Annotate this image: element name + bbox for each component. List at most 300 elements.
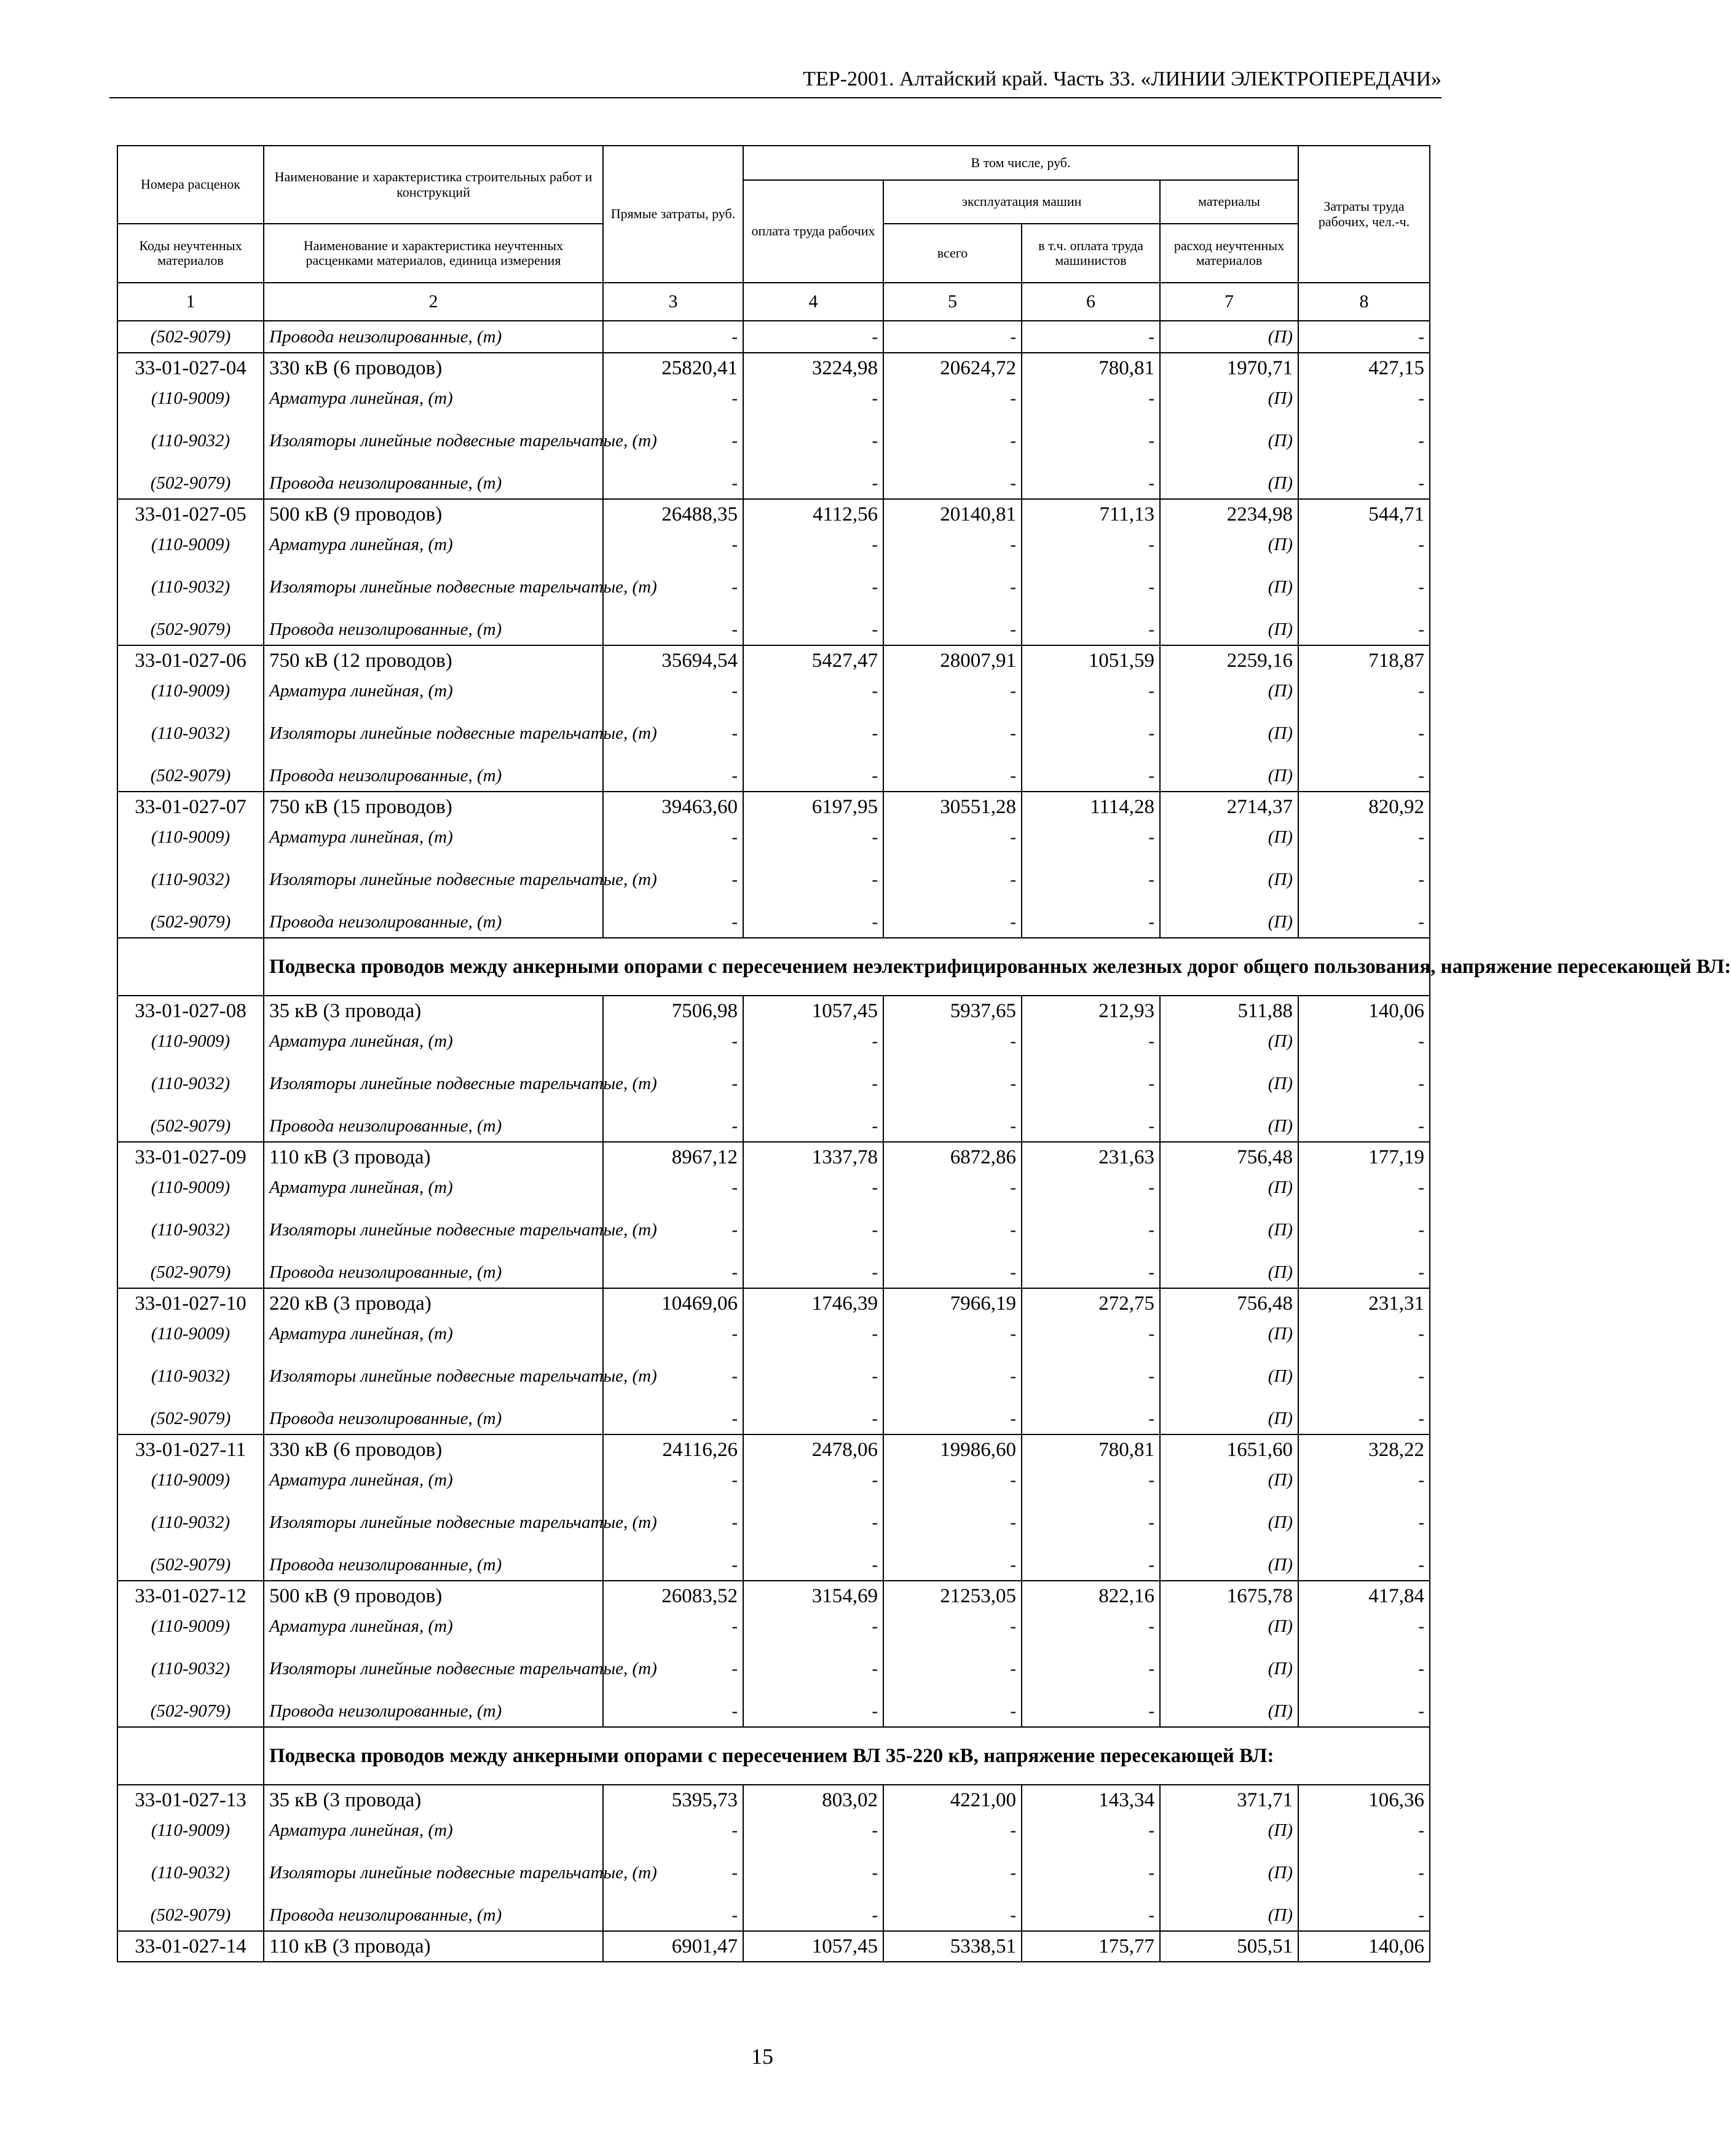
machinist-pay: 212,93: [1022, 996, 1160, 1026]
empty-value: -: [603, 383, 743, 414]
material-mark: (П): [1160, 321, 1298, 353]
empty-value: -: [1298, 1349, 1430, 1403]
unaccounted-materials: 1675,78: [1160, 1581, 1298, 1611]
empty-value: -: [1022, 1056, 1160, 1111]
direct-costs: 26083,52: [603, 1581, 743, 1611]
material-code: (110-9009): [117, 1465, 264, 1495]
empty-value: -: [603, 706, 743, 760]
empty-value: -: [883, 1257, 1022, 1288]
empty-value: -: [883, 1815, 1022, 1846]
material-code: (502-9079): [117, 1900, 264, 1931]
material-code: (110-9009): [117, 383, 264, 414]
empty-value: -: [1298, 852, 1430, 907]
empty-value: -: [743, 1642, 883, 1696]
empty-value: -: [1298, 560, 1430, 614]
material-code: (502-9079): [117, 614, 264, 645]
empty-value: -: [1022, 414, 1160, 468]
rate-row: [117, 1288, 1430, 1318]
empty-value: -: [743, 1026, 883, 1056]
machinist-pay: 143,34: [1022, 1785, 1160, 1815]
material-code: (110-9032): [117, 1349, 264, 1403]
material-code: (110-9032): [117, 852, 264, 907]
empty-value: -: [603, 468, 743, 499]
empty-value: -: [743, 1611, 883, 1642]
material-name: Арматура линейная, (т): [264, 383, 603, 414]
empty-value: -: [743, 1349, 883, 1403]
empty-value: -: [603, 760, 743, 792]
direct-costs: 5395,73: [603, 1785, 743, 1815]
empty-value: -: [883, 1611, 1022, 1642]
material-name: Арматура линейная, (т): [264, 822, 603, 852]
empty-value: -: [883, 1318, 1022, 1349]
labor-hours: 718,87: [1298, 645, 1430, 675]
page-number: 15: [751, 2044, 773, 2069]
section-title: Подвеска проводов между анкерными опорами с пересечением неэлектрифицированных железных дорог общего пользования, напряжение пересекающей ВЛ:: [264, 938, 1298, 996]
unaccounted-materials: 1970,71: [1160, 353, 1298, 383]
material-row: [117, 1403, 1430, 1434]
labor-pay: 3224,98: [743, 353, 883, 383]
material-name: Провода неизолированные, (т): [264, 614, 603, 645]
empty-value: -: [603, 1056, 743, 1111]
material-code: (110-9032): [117, 414, 264, 468]
material-mark: (П): [1160, 1495, 1298, 1549]
labor-pay: 1057,45: [743, 1931, 883, 1962]
direct-costs: 10469,06: [603, 1288, 743, 1318]
header-in-total: В том числе, руб.: [743, 146, 1298, 180]
empty-value: -: [1022, 1172, 1160, 1203]
rate-row: [117, 499, 1430, 529]
unaccounted-materials: 371,71: [1160, 1785, 1298, 1815]
empty-value: -: [603, 1495, 743, 1549]
material-name: Провода неизолированные, (т): [264, 1257, 603, 1288]
empty-value: -: [603, 1257, 743, 1288]
rate-code: 33-01-027-07: [117, 792, 264, 822]
unaccounted-materials: 1651,60: [1160, 1434, 1298, 1465]
empty-value: -: [1298, 1611, 1430, 1642]
material-mark: (П): [1160, 1111, 1298, 1142]
empty-value: -: [1022, 1257, 1160, 1288]
material-row: [117, 1203, 1430, 1257]
empty-value: -: [1022, 560, 1160, 614]
machines-total: 5338,51: [883, 1931, 1022, 1962]
empty-value: -: [1298, 1403, 1430, 1434]
empty-value: -: [603, 414, 743, 468]
rate-name: 220 кВ (3 провода): [264, 1288, 603, 1318]
empty-value: -: [603, 822, 743, 852]
rate-row: [117, 996, 1430, 1026]
material-name: Изоляторы линейные подвесные тарельчатые, (т): [264, 852, 603, 907]
empty-value: -: [1298, 1815, 1430, 1846]
labor-hours: 140,06: [1298, 1931, 1430, 1962]
table-body: [117, 146, 1731, 1962]
empty-value: -: [1022, 1111, 1160, 1142]
empty-value: -: [883, 414, 1022, 468]
material-code: (502-9079): [117, 1111, 264, 1142]
material-row: [117, 1318, 1430, 1349]
material-name: Провода неизолированные, (т): [264, 907, 603, 938]
empty-value: -: [1298, 468, 1430, 499]
material-name: Арматура линейная, (т): [264, 1026, 603, 1056]
empty-value: -: [1022, 1203, 1160, 1257]
machines-total: 5937,65: [883, 996, 1022, 1026]
direct-costs: 24116,26: [603, 1434, 743, 1465]
material-row: [117, 560, 1430, 614]
empty-value: -: [883, 822, 1022, 852]
material-mark: (П): [1160, 1257, 1298, 1288]
material-row: [117, 321, 1430, 353]
empty-value: -: [743, 1172, 883, 1203]
empty-value: -: [743, 1549, 883, 1581]
rate-row: [117, 792, 1430, 822]
header-unaccounted-materials: расход неучтенных материалов: [1160, 224, 1298, 283]
material-row: [117, 614, 1430, 645]
empty-value: -: [883, 760, 1022, 792]
labor-pay: 6197,95: [743, 792, 883, 822]
header-work-name: Наименование и характеристика строительных работ и конструкций: [264, 146, 603, 224]
header-rate-numbers: Номера расценок: [117, 146, 264, 224]
direct-costs: 25820,41: [603, 353, 743, 383]
empty-value: -: [883, 675, 1022, 706]
rate-code: 33-01-027-06: [117, 645, 264, 675]
empty-value: -: [743, 1696, 883, 1727]
empty-value: -: [883, 321, 1022, 353]
empty-value: -: [1298, 907, 1430, 938]
direct-costs: 39463,60: [603, 792, 743, 822]
material-code: (110-9009): [117, 1172, 264, 1203]
empty-value: -: [1022, 852, 1160, 907]
material-mark: (П): [1160, 1026, 1298, 1056]
empty-value: -: [603, 1172, 743, 1203]
material-code: (502-9079): [117, 321, 264, 353]
column-number: 7: [1160, 283, 1298, 321]
rate-row: [117, 1142, 1430, 1172]
rate-row: [117, 353, 1430, 383]
empty-value: -: [743, 907, 883, 938]
labor-hours: 177,19: [1298, 1142, 1430, 1172]
labor-hours: 427,15: [1298, 353, 1430, 383]
empty-value: -: [1298, 822, 1430, 852]
material-row: [117, 907, 1430, 938]
machines-total: 4221,00: [883, 1785, 1022, 1815]
material-name: Изоляторы линейные подвесные тарельчатые, (т): [264, 414, 603, 468]
empty-value: -: [883, 1403, 1022, 1434]
direct-costs: 26488,35: [603, 499, 743, 529]
material-mark: (П): [1160, 468, 1298, 499]
empty-value: -: [1022, 1846, 1160, 1900]
material-mark: (П): [1160, 907, 1298, 938]
rate-name: 500 кВ (9 проводов): [264, 1581, 603, 1611]
material-row: [117, 1026, 1430, 1056]
material-code: (502-9079): [117, 760, 264, 792]
material-name: Арматура линейная, (т): [264, 1318, 603, 1349]
labor-pay: 1337,78: [743, 1142, 883, 1172]
material-code: (110-9032): [117, 1846, 264, 1900]
empty-value: -: [1298, 614, 1430, 645]
empty-value: -: [603, 852, 743, 907]
machines-total: 20140,81: [883, 499, 1022, 529]
material-code: (110-9009): [117, 1026, 264, 1056]
labor-hours: 417,84: [1298, 1581, 1430, 1611]
empty-value: -: [1298, 321, 1430, 353]
column-numbers-row: [117, 283, 1430, 321]
empty-value: -: [1298, 1111, 1430, 1142]
empty-value: -: [1022, 1815, 1160, 1846]
material-name: Изоляторы линейные подвесные тарельчатые, (т): [264, 1056, 603, 1111]
material-mark: (П): [1160, 675, 1298, 706]
empty-value: -: [743, 468, 883, 499]
material-mark: (П): [1160, 383, 1298, 414]
labor-pay: 1057,45: [743, 996, 883, 1026]
empty-value: -: [603, 614, 743, 645]
empty-value: -: [883, 907, 1022, 938]
header-machines-total: всего: [883, 224, 1022, 283]
empty-value: -: [1022, 529, 1160, 560]
material-name: Арматура линейная, (т): [264, 675, 603, 706]
empty-value: -: [603, 1815, 743, 1846]
empty-value: -: [1022, 760, 1160, 792]
material-code: (110-9032): [117, 1642, 264, 1696]
empty-value: -: [1298, 1495, 1430, 1549]
empty-value: -: [603, 907, 743, 938]
labor-pay: 4112,56: [743, 499, 883, 529]
header-material-codes: Коды неучтенных материалов: [117, 224, 264, 283]
material-row: [117, 414, 1430, 468]
material-name: Изоляторы линейные подвесные тарельчатые, (т): [264, 1846, 603, 1900]
rate-name: 110 кВ (3 провода): [264, 1142, 603, 1172]
rate-row: [117, 645, 1430, 675]
rate-row: [117, 1931, 1430, 1962]
material-mark: (П): [1160, 706, 1298, 760]
column-number: 4: [743, 283, 883, 321]
material-name: Провода неизолированные, (т): [264, 321, 603, 353]
machinist-pay: 780,81: [1022, 353, 1160, 383]
material-name: Арматура линейная, (т): [264, 1611, 603, 1642]
empty-value: -: [1022, 1495, 1160, 1549]
machinist-pay: 711,13: [1022, 499, 1160, 529]
empty-value: -: [1022, 321, 1160, 353]
empty-value: -: [1298, 1203, 1430, 1257]
empty-value: -: [743, 760, 883, 792]
header-divider: [109, 97, 1441, 98]
material-row: [117, 852, 1430, 907]
empty-value: -: [743, 1900, 883, 1931]
material-mark: (П): [1160, 1642, 1298, 1696]
column-number: 2: [264, 283, 603, 321]
material-code: (502-9079): [117, 1403, 264, 1434]
empty-value: -: [603, 1696, 743, 1727]
column-number: 6: [1022, 283, 1160, 321]
empty-value: -: [883, 1026, 1022, 1056]
material-row: [117, 468, 1430, 499]
empty-value: -: [603, 1900, 743, 1931]
machines-total: 6872,86: [883, 1142, 1022, 1172]
material-name: Провода неизолированные, (т): [264, 468, 603, 499]
material-code: (110-9009): [117, 675, 264, 706]
rate-name: 500 кВ (9 проводов): [264, 499, 603, 529]
header-direct-costs: Прямые затраты, руб.: [603, 146, 743, 283]
material-row: [117, 1815, 1430, 1846]
empty-value: -: [1022, 1900, 1160, 1931]
material-code: (110-9009): [117, 822, 264, 852]
material-row: [117, 1846, 1430, 1900]
material-mark: (П): [1160, 852, 1298, 907]
header-machines: эксплуатация машин: [883, 180, 1160, 224]
rate-name: 330 кВ (6 проводов): [264, 353, 603, 383]
empty-value: -: [743, 706, 883, 760]
labor-hours: 544,71: [1298, 499, 1430, 529]
empty-value: -: [743, 852, 883, 907]
material-code: (502-9079): [117, 1257, 264, 1288]
header-labor-pay: оплата труда рабочих: [743, 180, 883, 283]
material-row: [117, 1900, 1430, 1931]
machines-total: 30551,28: [883, 792, 1022, 822]
empty-value: -: [883, 1495, 1022, 1549]
material-mark: (П): [1160, 822, 1298, 852]
empty-value: -: [1022, 1642, 1160, 1696]
labor-hours: 106,36: [1298, 1785, 1430, 1815]
empty-value: -: [1022, 1318, 1160, 1349]
material-row: [117, 1111, 1430, 1142]
material-code: (110-9032): [117, 560, 264, 614]
empty-value: -: [603, 1403, 743, 1434]
material-mark: (П): [1160, 1465, 1298, 1495]
material-row: [117, 1465, 1430, 1495]
empty-value: -: [1022, 1403, 1160, 1434]
section-spacer: [1298, 1727, 1430, 1785]
rate-row: [117, 1434, 1430, 1465]
material-mark: (П): [1160, 560, 1298, 614]
empty-value: -: [883, 1696, 1022, 1727]
empty-value: -: [743, 1257, 883, 1288]
section-row: [117, 938, 1430, 996]
machines-total: 20624,72: [883, 353, 1022, 383]
machines-total: 21253,05: [883, 1581, 1022, 1611]
empty-value: -: [1022, 1549, 1160, 1581]
direct-costs: 6901,47: [603, 1931, 743, 1962]
empty-value: -: [743, 1318, 883, 1349]
empty-value: -: [603, 1846, 743, 1900]
empty-value: -: [883, 468, 1022, 499]
material-mark: (П): [1160, 614, 1298, 645]
column-number: 1: [117, 283, 264, 321]
empty-value: -: [603, 1026, 743, 1056]
machinist-pay: 1114,28: [1022, 792, 1160, 822]
material-name: Провода неизолированные, (т): [264, 760, 603, 792]
rate-code: 33-01-027-14: [117, 1931, 264, 1962]
material-mark: (П): [1160, 1403, 1298, 1434]
rate-code: 33-01-027-04: [117, 353, 264, 383]
empty-value: -: [603, 529, 743, 560]
empty-value: -: [1022, 1026, 1160, 1056]
rate-name: 330 кВ (6 проводов): [264, 1434, 603, 1465]
empty-value: -: [603, 1611, 743, 1642]
material-row: [117, 706, 1430, 760]
material-name: Провода неизолированные, (т): [264, 1111, 603, 1142]
rate-row: [117, 1581, 1430, 1611]
material-row: [117, 760, 1430, 792]
empty-value: -: [1298, 1900, 1430, 1931]
material-name: Изоляторы линейные подвесные тарельчатые, (т): [264, 1203, 603, 1257]
machinist-pay: 780,81: [1022, 1434, 1160, 1465]
rate-code: 33-01-027-13: [117, 1785, 264, 1815]
rate-code: 33-01-027-05: [117, 499, 264, 529]
empty-value: -: [743, 1203, 883, 1257]
direct-costs: 35694,54: [603, 645, 743, 675]
empty-value: -: [743, 614, 883, 645]
rate-name: 35 кВ (3 провода): [264, 996, 603, 1026]
material-name: Арматура линейная, (т): [264, 1465, 603, 1495]
empty-value: -: [883, 1846, 1022, 1900]
header-labor-hours: Затраты труда рабочих, чел.-ч.: [1298, 146, 1430, 283]
material-mark: (П): [1160, 1611, 1298, 1642]
material-name: Провода неизолированные, (т): [264, 1696, 603, 1727]
empty-value: -: [883, 1465, 1022, 1495]
labor-pay: 1746,39: [743, 1288, 883, 1318]
empty-value: -: [1298, 1056, 1430, 1111]
material-code: (110-9009): [117, 1611, 264, 1642]
rate-code: 33-01-027-09: [117, 1142, 264, 1172]
empty-value: -: [1022, 1465, 1160, 1495]
material-mark: (П): [1160, 1815, 1298, 1846]
material-mark: (П): [1160, 1846, 1298, 1900]
machinist-pay: 1051,59: [1022, 645, 1160, 675]
material-name: Изоляторы линейные подвесные тарельчатые, (т): [264, 1642, 603, 1696]
material-code: (110-9032): [117, 1056, 264, 1111]
material-row: [117, 1696, 1430, 1727]
material-row: [117, 1056, 1430, 1111]
material-name: Изоляторы линейные подвесные тарельчатые, (т): [264, 1349, 603, 1403]
empty-value: -: [883, 1349, 1022, 1403]
column-number: 5: [883, 283, 1022, 321]
material-code: (110-9009): [117, 529, 264, 560]
empty-value: -: [1298, 1846, 1430, 1900]
empty-value: -: [743, 321, 883, 353]
empty-value: -: [1298, 760, 1430, 792]
material-name: Арматура линейная, (т): [264, 529, 603, 560]
material-row: [117, 822, 1430, 852]
direct-costs: 8967,12: [603, 1142, 743, 1172]
empty-value: -: [743, 560, 883, 614]
empty-value: -: [883, 1056, 1022, 1111]
material-code: (502-9079): [117, 1696, 264, 1727]
column-number: 8: [1298, 283, 1430, 321]
material-name: Провода неизолированные, (т): [264, 1549, 603, 1581]
material-code: (502-9079): [117, 1549, 264, 1581]
material-name: Провода неизолированные, (т): [264, 1403, 603, 1434]
empty-value: -: [603, 1549, 743, 1581]
unaccounted-materials: 505,51: [1160, 1931, 1298, 1962]
labor-hours: 328,22: [1298, 1434, 1430, 1465]
empty-value: -: [1298, 1318, 1430, 1349]
material-name: Изоляторы линейные подвесные тарельчатые, (т): [264, 1495, 603, 1549]
material-mark: (П): [1160, 1900, 1298, 1931]
empty-value: -: [743, 675, 883, 706]
empty-value: -: [603, 1642, 743, 1696]
empty-value: -: [1298, 414, 1430, 468]
material-code: (110-9009): [117, 1815, 264, 1846]
material-code: (110-9032): [117, 1203, 264, 1257]
unaccounted-materials: 756,48: [1160, 1288, 1298, 1318]
empty-value: -: [743, 414, 883, 468]
material-mark: (П): [1160, 1696, 1298, 1727]
section-spacer: [117, 938, 264, 996]
rate-name: 750 кВ (15 проводов): [264, 792, 603, 822]
empty-value: -: [883, 1549, 1022, 1581]
empty-value: -: [1298, 706, 1430, 760]
empty-value: -: [1298, 529, 1430, 560]
empty-value: -: [743, 1056, 883, 1111]
material-row: [117, 1611, 1430, 1642]
